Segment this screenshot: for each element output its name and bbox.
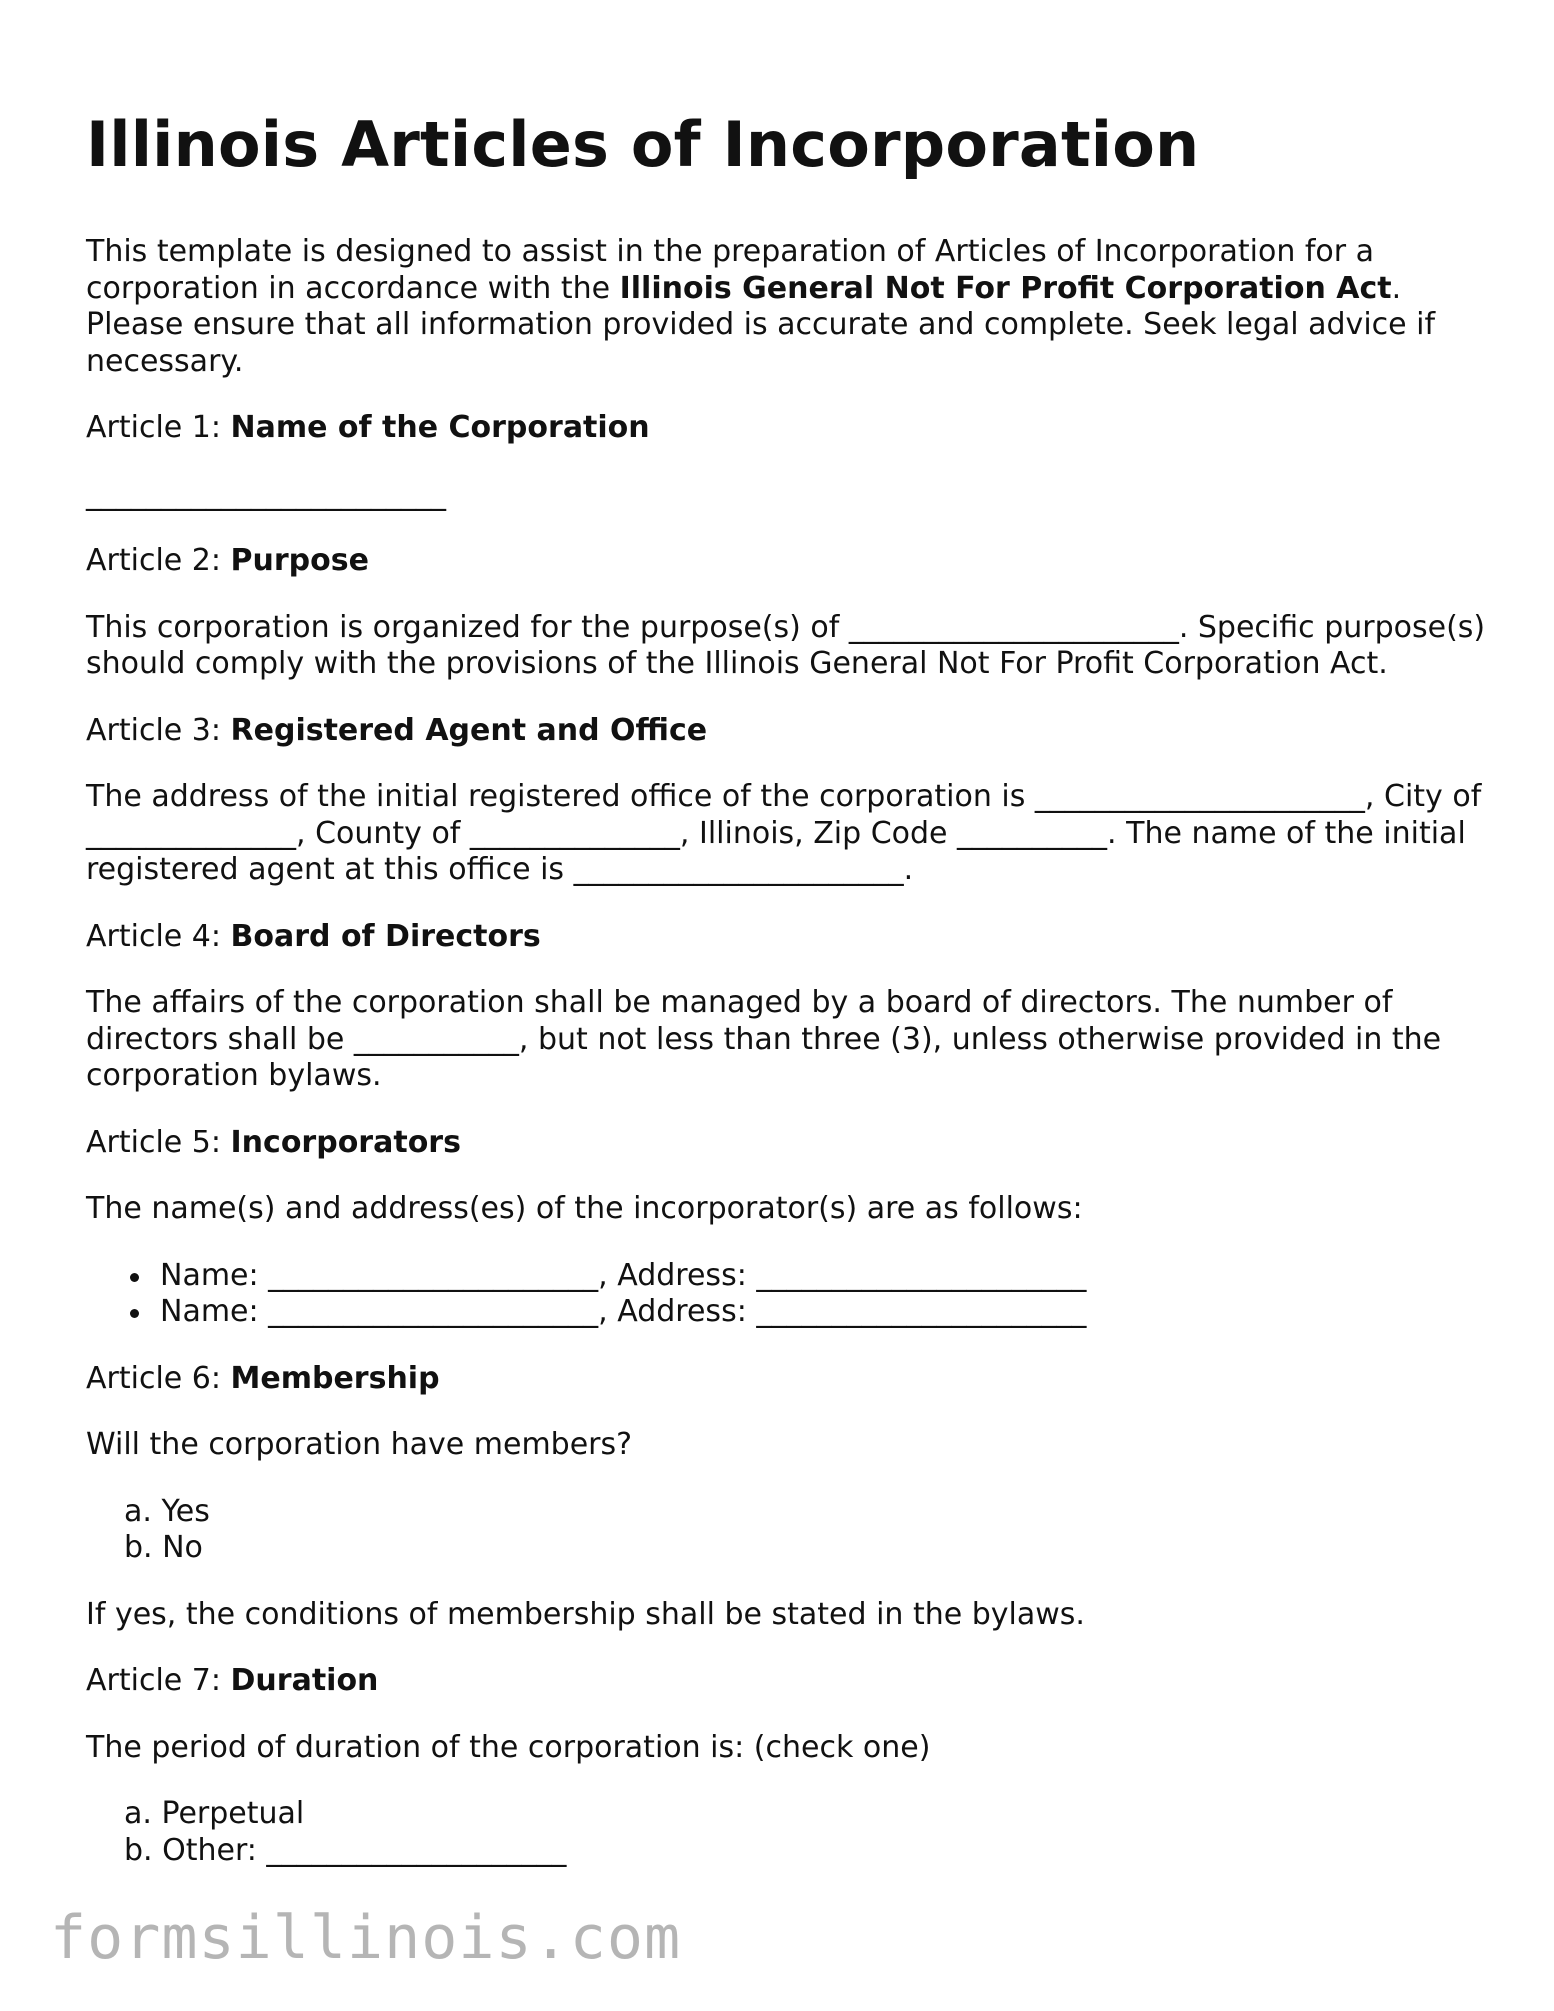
article-6-question: Will the corporation have members? xyxy=(86,1427,633,1462)
article-7-heading xyxy=(86,1663,1486,1700)
list-item: Name: ______________________, Address: ______________________ xyxy=(160,1258,1486,1295)
article-3-title: Registered Agent and Office xyxy=(230,712,708,748)
article-6-title: Membership xyxy=(230,1360,440,1396)
article-5-text: The name(s) and address(es) of the incorporator(s) are as follows: xyxy=(86,1191,1083,1226)
membership-options xyxy=(86,1494,1486,1567)
article-1-name-blank[interactable]: ________________________ xyxy=(86,476,446,512)
site-watermark: formsillinois.com xyxy=(50,1903,682,1973)
option-no: b. No xyxy=(124,1530,203,1565)
article-6-note: If yes, the conditions of membership shall be stated in the bylaws. xyxy=(86,1596,1085,1632)
page-title: Illinois Articles of Incorporation xyxy=(86,108,1200,181)
article-3-heading xyxy=(86,713,1486,750)
list-item: Name: ______________________, Address: ______________________ xyxy=(160,1294,1486,1331)
intro-text-1: This template is designed to assist in the preparation of Articles of Incorporation for a corporation in accordance with the xyxy=(86,234,1375,306)
option-yes: a. Yes xyxy=(124,1493,210,1529)
article-2-text: This corporation is organized for the purpose(s) of ______________________. Specific purpose(s) should comply with the provisions of the Illinois General Not For Profit Corporation Act. xyxy=(86,609,1486,681)
article-5-heading xyxy=(86,1125,1486,1162)
article-3-label: Article 3: xyxy=(86,712,231,748)
incorporators-list xyxy=(86,1258,1486,1331)
article-7-title: Duration xyxy=(230,1663,379,1698)
article-5-title: Incorporators xyxy=(230,1124,461,1160)
act-name: Illinois General Not For Profit Corporation Act xyxy=(619,270,1392,306)
article-1-label: Article 1: xyxy=(86,410,231,445)
article-2-title: Purpose xyxy=(230,543,369,578)
article-2-heading xyxy=(86,543,1486,580)
article-1-heading xyxy=(86,410,1486,447)
article-6-label: Article 6: xyxy=(86,1360,231,1396)
article-2-label: Article 2: xyxy=(86,543,231,578)
article-7-text: The period of duration of the corporation is: (check one) xyxy=(86,1729,931,1765)
document-content xyxy=(86,100,1486,1869)
article-4-heading xyxy=(86,919,1486,956)
option-perpetual: a. Perpetual xyxy=(124,1796,305,1831)
intro-paragraph xyxy=(86,234,1486,380)
article-4-text: The affairs of the corporation shall be managed by a board of directors. The number of directors shall be ___________, but not less than three (3), unless otherwise provided in the corporation bylaws. xyxy=(86,985,1442,1093)
article-1-title: Name of the Corporation xyxy=(230,410,650,445)
article-7-label: Article 7: xyxy=(86,1663,231,1698)
article-4-label: Article 4: xyxy=(86,918,231,954)
article-4-title: Board of Directors xyxy=(230,918,541,954)
intro-text-2: . Please ensure that all information provided is accurate and complete. Seek legal advice if necessary. xyxy=(86,270,1436,379)
option-other: b. Other: ____________________ xyxy=(124,1832,567,1868)
duration-options xyxy=(86,1796,1486,1869)
article-3-text: The address of the initial registered office of the corporation is ______________________, City of ______________, County of ______________, Illinois, Zip Code __________. The name of the initial registered agent at this office is ______________________. xyxy=(86,779,1482,887)
article-6-heading xyxy=(86,1361,1486,1398)
article-5-label: Article 5: xyxy=(86,1124,231,1160)
